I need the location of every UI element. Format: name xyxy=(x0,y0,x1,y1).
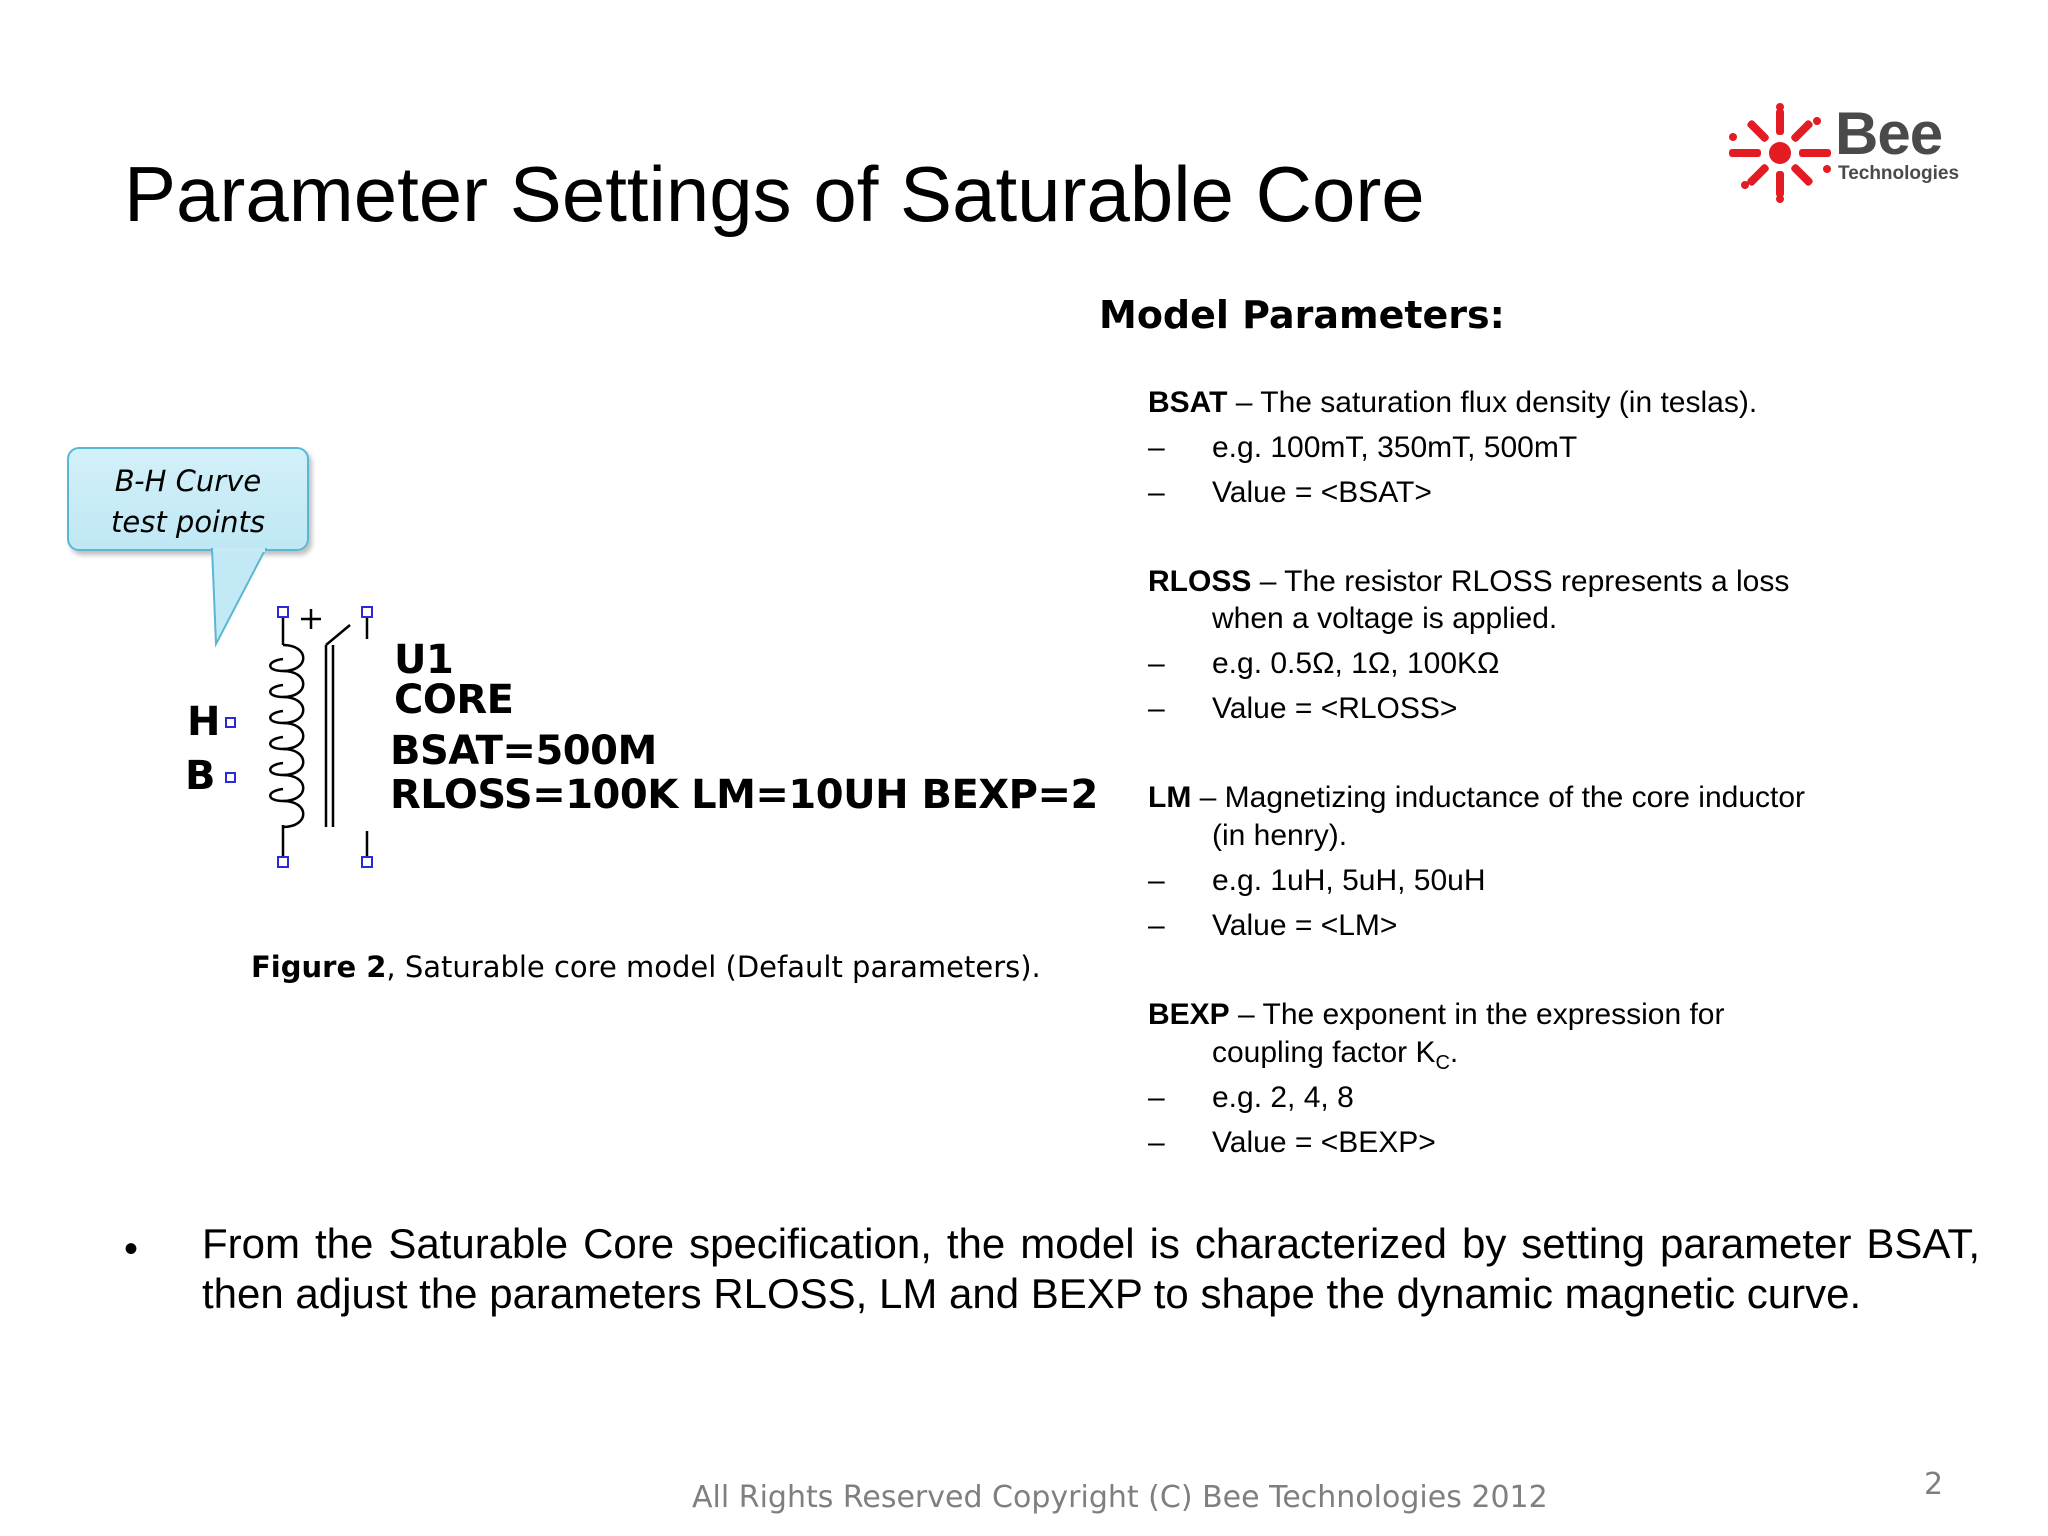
param-name: BSAT xyxy=(1148,386,1228,419)
param-name: BEXP xyxy=(1148,998,1230,1031)
param-desc-text: coupling factor K xyxy=(1212,1036,1436,1069)
callout-line-2: test points xyxy=(111,505,265,539)
param-desc: – The saturation flux density (in teslas). xyxy=(1227,386,1758,419)
param-name: LM xyxy=(1148,781,1192,814)
dash-marker: – xyxy=(1148,1126,1165,1159)
figure-caption xyxy=(251,948,1041,986)
dash-marker: – xyxy=(1148,476,1165,509)
param-desc-end: . xyxy=(1449,1036,1459,1069)
logo-word: Bee xyxy=(1835,100,1943,167)
param-lm xyxy=(1148,779,1805,817)
dash-marker: – xyxy=(1148,1081,1165,1114)
dash-marker: – xyxy=(1148,431,1165,464)
list-item-text: Value = <LM> xyxy=(1212,909,1398,942)
dash-marker: – xyxy=(1148,864,1165,897)
page-number: 2 xyxy=(1924,1467,1944,1502)
list-item-text: e.g. 2, 4, 8 xyxy=(1212,1081,1354,1114)
param-desc: – The exponent in the expression for xyxy=(1229,998,1725,1031)
list-item-text: e.g. 100mT, 350mT, 500mT xyxy=(1212,431,1578,464)
bullet-marker: • xyxy=(124,1227,139,1271)
model-parameters-heading: Model Parameters: xyxy=(1099,293,1505,337)
summary-paragraph: From the Saturable Core specification, the model is characterized by setting parameter BSAT, then adjust the parameters RLOSS, LM and BEXP to shape the dynamic magnetic curve. xyxy=(202,1220,1980,1317)
dash-marker: – xyxy=(1148,909,1165,942)
bee-sunburst-icon xyxy=(1725,103,1835,203)
param-name: RLOSS xyxy=(1148,565,1252,598)
param-desc: – The resistor RLOSS represents a loss xyxy=(1251,565,1790,598)
list-item-text: Value = <BEXP> xyxy=(1212,1126,1436,1159)
pin-b-label: B xyxy=(185,753,215,799)
bh-curve-callout xyxy=(67,447,309,551)
figure-caption-text: , Saturable core model (Default parameters). xyxy=(386,950,1041,984)
part-reference: U1 xyxy=(394,637,454,683)
dash-marker: – xyxy=(1148,647,1165,680)
bee-technologies-logo xyxy=(1725,100,1987,203)
part-param-line-2: RLOSS=100K LM=10UH BEXP=2 xyxy=(390,772,1098,818)
list-item-text: Value = <RLOSS> xyxy=(1212,692,1458,725)
param-bexp xyxy=(1148,996,1724,1034)
callout-line-1: B-H Curve xyxy=(114,464,262,498)
copyright-footer: All Rights Reserved Copyright (C) Bee Technologies 2012 xyxy=(692,1480,1548,1515)
slide-title: Parameter Settings of Saturable Core xyxy=(124,150,1425,238)
param-desc-cont: (in henry). xyxy=(1212,819,1348,852)
part-name: CORE xyxy=(394,677,514,723)
param-bsat xyxy=(1148,384,1757,422)
pin-h-label: H xyxy=(187,699,220,745)
subscript: C xyxy=(1435,1052,1450,1074)
dash-marker: – xyxy=(1148,692,1165,725)
figure-caption-label: Figure 2 xyxy=(251,950,387,984)
list-item-text: e.g. 1uH, 5uH, 50uH xyxy=(1212,864,1486,897)
part-param-line-1: BSAT=500M xyxy=(390,728,657,774)
param-desc: – Magnetizing inductance of the core inductor xyxy=(1191,781,1806,814)
list-item-text: Value = <BSAT> xyxy=(1212,476,1432,509)
param-desc-cont xyxy=(1212,1034,1458,1082)
param-desc-cont: when a voltage is applied. xyxy=(1212,602,1558,635)
saturable-core-schematic xyxy=(170,595,1098,885)
list-item-text: e.g. 0.5Ω, 1Ω, 100KΩ xyxy=(1212,647,1500,680)
logo-subtitle: Technologies xyxy=(1838,163,1960,184)
param-rloss xyxy=(1148,563,1789,601)
